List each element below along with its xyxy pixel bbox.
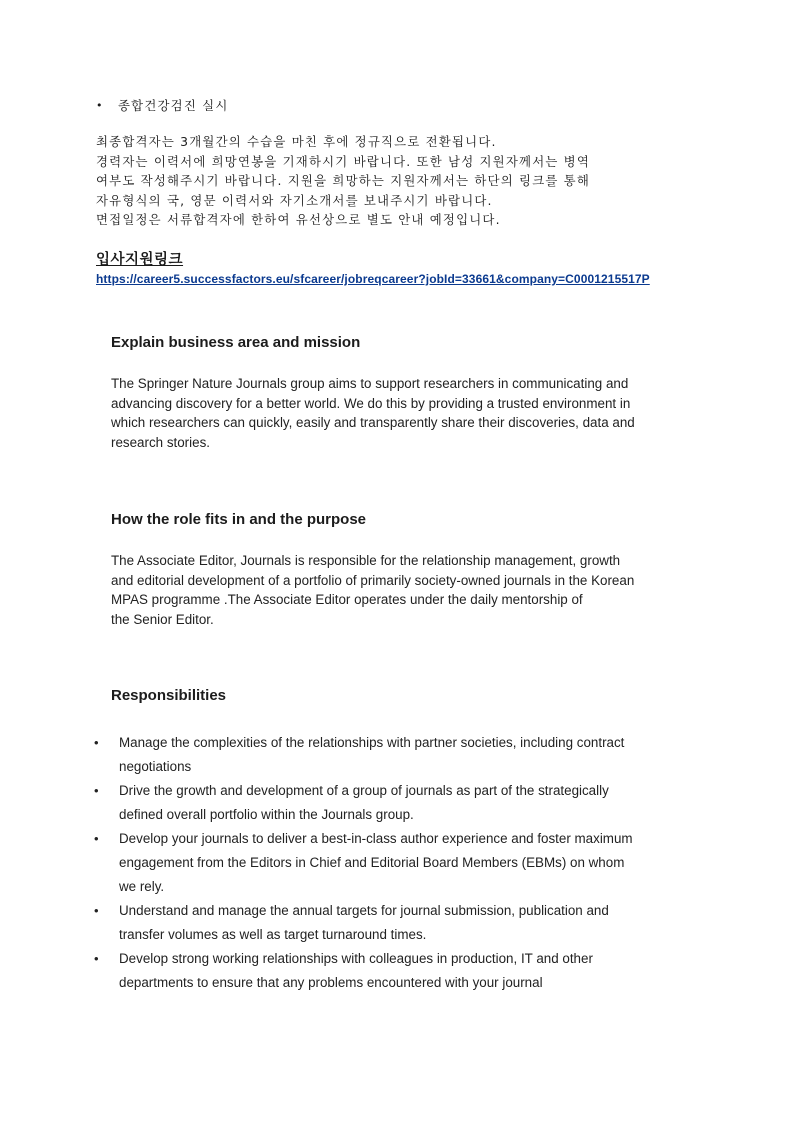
list-item-line: Develop your journals to deliver a best-in-class author experience and foster maximum — [119, 831, 633, 846]
bullet-icon: • — [94, 783, 99, 798]
list-item-line: defined overall portfolio within the Journals group. — [119, 807, 414, 822]
paragraph-line: MPAS programme .The Associate Editor operates under the daily mentorship of — [111, 592, 583, 608]
role-heading: How the role fits in and the purpose — [111, 511, 367, 528]
business-paragraph — [111, 374, 711, 452]
responsibilities-list — [94, 731, 714, 995]
paragraph-line: and editorial development of a portfolio of primarily society-owned journals in the Korean — [111, 572, 635, 588]
korean-bullet-text: 종합건강검진 실시 — [118, 98, 229, 113]
korean-bullet-item — [96, 96, 229, 116]
application-link[interactable]: https://career5.successfactors.eu/sfcareer/jobreqcareer?jobId=33661&company=C0001215517P — [96, 272, 650, 286]
list-item — [94, 779, 714, 827]
list-item-line: departments to ensure that any problems encountered with your journal — [119, 975, 543, 990]
list-item — [94, 947, 714, 995]
paragraph-line: which researchers can quickly, easily and transparently share their discoveries, data and — [111, 415, 635, 431]
bullet-icon: • — [94, 951, 99, 966]
paragraph-line: The Springer Nature Journals group aims to support researchers in communicating and — [111, 376, 629, 391]
paragraph-line: research stories. — [111, 434, 210, 450]
list-item-line: Understand and manage the annual targets for journal submission, publication and — [119, 903, 609, 918]
bullet-icon: • — [94, 735, 99, 750]
paragraph-line: the Senior Editor. — [111, 611, 214, 627]
korean-paragraph — [96, 132, 590, 230]
list-item-line: Drive the growth and development of a group of journals as part of the strategically — [119, 783, 609, 798]
list-item-line: Develop strong working relationships with colleagues in production, IT and other — [119, 951, 593, 966]
list-item-line: engagement from the Editors in Chief and Editorial Board Members (EBMs) on whom — [119, 855, 625, 870]
list-item-line: we rely. — [119, 879, 165, 894]
korean-line: 경력자는 이력서에 희망연봉을 기재하시기 바랍니다. 또한 남성 지원자께서는 병역 — [96, 153, 591, 169]
korean-line: 최종합격자는 3개월간의 수습을 마친 후에 정규직으로 전환됩니다. — [96, 134, 497, 149]
korean-line: 여부도 작성해주시기 바랍니다. 지원을 희망하는 지원자께서는 하단의 링크를 통해 — [96, 173, 591, 188]
application-link-heading: 입사지원링크 — [96, 252, 184, 268]
list-item-line: Manage the complexities of the relationships with partner societies, including contract — [119, 735, 625, 750]
business-heading: Explain business area and mission — [111, 334, 361, 351]
list-item — [94, 827, 714, 899]
korean-line: 자유형식의 국, 영문 이력서와 자기소개서를 보내주시기 바랍니다. — [96, 192, 493, 208]
role-paragraph — [111, 551, 711, 629]
list-item — [94, 731, 714, 779]
paragraph-line: The Associate Editor, Journals is responsible for the relationship management, growth — [111, 553, 621, 568]
list-item-line: transfer volumes as well as target turnaround times. — [119, 927, 427, 942]
bullet-icon: • — [94, 903, 99, 918]
list-item — [94, 899, 714, 947]
bullet-icon: • — [94, 831, 99, 846]
responsibilities-heading: Responsibilities — [111, 687, 227, 704]
list-item-line: negotiations — [119, 759, 192, 774]
bullet-icon: • — [96, 99, 103, 113]
korean-line: 면접일정은 서류합격자에 한하여 유선상으로 별도 안내 예정입니다. — [96, 212, 501, 227]
paragraph-line: advancing discovery for a better world. We do this by providing a trusted environment in — [111, 395, 631, 411]
